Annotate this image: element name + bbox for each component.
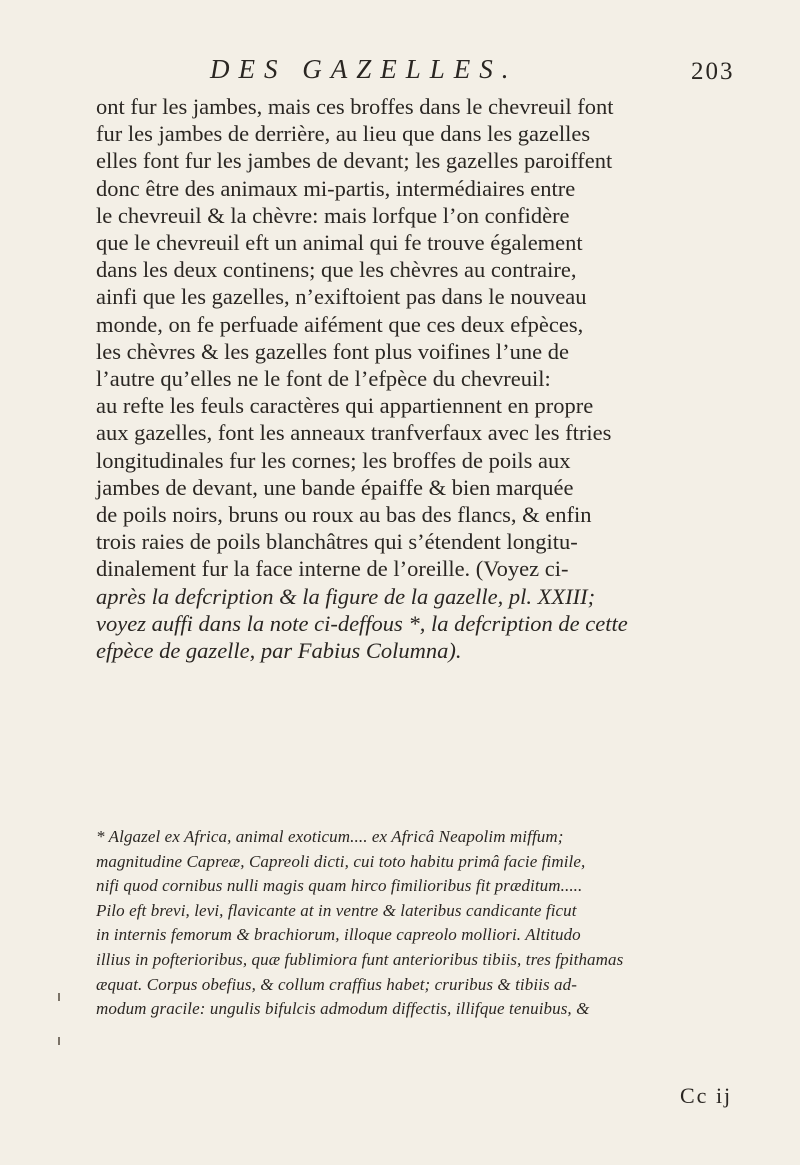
text-line: l’autre qu’elles ne le font de l’efpèce du chevreuil: bbox=[96, 366, 551, 392]
margin-speck bbox=[58, 993, 60, 1001]
text-line: aux gazelles, font les anneaux tranfverfaux avec les ftries bbox=[96, 420, 612, 446]
text-line: trois raies de poils blanchâtres qui s’étendent longitu- bbox=[96, 529, 578, 555]
text-line: donc être des animaux mi-partis, intermédiaires entre bbox=[96, 175, 576, 201]
page-header bbox=[0, 54, 800, 94]
text-line: ont fur les jambes, mais ces broffes dans le chevreuil font bbox=[96, 94, 614, 119]
footnote-line: in internis femorum & brachiorum, illoque capreolo molliori. Altitudo bbox=[96, 925, 581, 945]
signature-mark: Cc ij bbox=[680, 1083, 733, 1108]
text-line: que le chevreuil eft un animal qui fe trouve également bbox=[96, 230, 583, 256]
text-line: jambes de devant, une bande épaiffe & bien marquée bbox=[96, 474, 574, 500]
text-line: dans les deux continens; que les chèvres au contraire, bbox=[96, 257, 577, 283]
footnote-line: magnitudine Capreæ, Capreoli dicti, cui toto habitu primâ facie fimile, bbox=[96, 851, 586, 871]
text-line: voyez auffi dans la note ci-deffous *, la defcription de cette bbox=[96, 610, 628, 636]
footnote bbox=[96, 825, 796, 1022]
text-line: les chèvres & les gazelles font plus voifines l’une de bbox=[96, 338, 569, 364]
text-line: de poils noirs, bruns ou roux au bas des flancs, & enfin bbox=[96, 502, 592, 528]
text-line: dinalement fur la face interne de l’oreille. (Voyez ci- bbox=[96, 556, 569, 582]
text-line: efpèce de gazelle, par Fabius Columna). bbox=[96, 638, 462, 664]
footnote-line: nifi quod cornibus nulli magis quam hirco fimilioribus fit præditum..... bbox=[96, 876, 583, 896]
main-text bbox=[96, 93, 796, 664]
text-line: après la defcription & la figure de la gazelle, pl. XXIII; bbox=[96, 583, 596, 609]
text-line: monde, on fe perfuade aifément que ces deux efpèces, bbox=[96, 311, 584, 337]
text-line: au refte les feuls caractères qui appartiennent en propre bbox=[96, 393, 594, 419]
text-line: le chevreuil & la chèvre: mais lorfque l’on confidère bbox=[96, 202, 570, 228]
page-number: 203 bbox=[691, 58, 735, 85]
text-line: longitudinales fur les cornes; les broffes de poils aux bbox=[96, 447, 571, 473]
text-line: fur les jambes de derrière, au lieu que dans les gazelles bbox=[96, 121, 591, 147]
text-line: elles font fur les jambes de devant; les gazelles paroiffent bbox=[96, 148, 613, 174]
footnote-line: Pilo eft brevi, levi, flavicante at in ventre & lateribus candicante ficut bbox=[96, 900, 577, 920]
footnote-line: illius in pofterioribus, quæ fublimiora funt anterioribus tibiis, tres fpithamas bbox=[96, 949, 624, 969]
footnote-line: modum gracile: ungulis bifulcis admodum diffectis, illifque tenuibus, & bbox=[96, 999, 590, 1019]
running-head: DES GAZELLES. bbox=[210, 54, 518, 84]
footnote-line: * Algazel ex Africa, animal exoticum.... ex Africâ Neapolim miffum; bbox=[96, 827, 564, 846]
footnote-line: æquat. Corpus obefius, & collum craffius habet; cruribus & tibiis ad- bbox=[96, 974, 578, 994]
text-line: ainfi que les gazelles, n’exiftoient pas dans le nouveau bbox=[96, 284, 587, 310]
margin-speck bbox=[58, 1037, 60, 1045]
